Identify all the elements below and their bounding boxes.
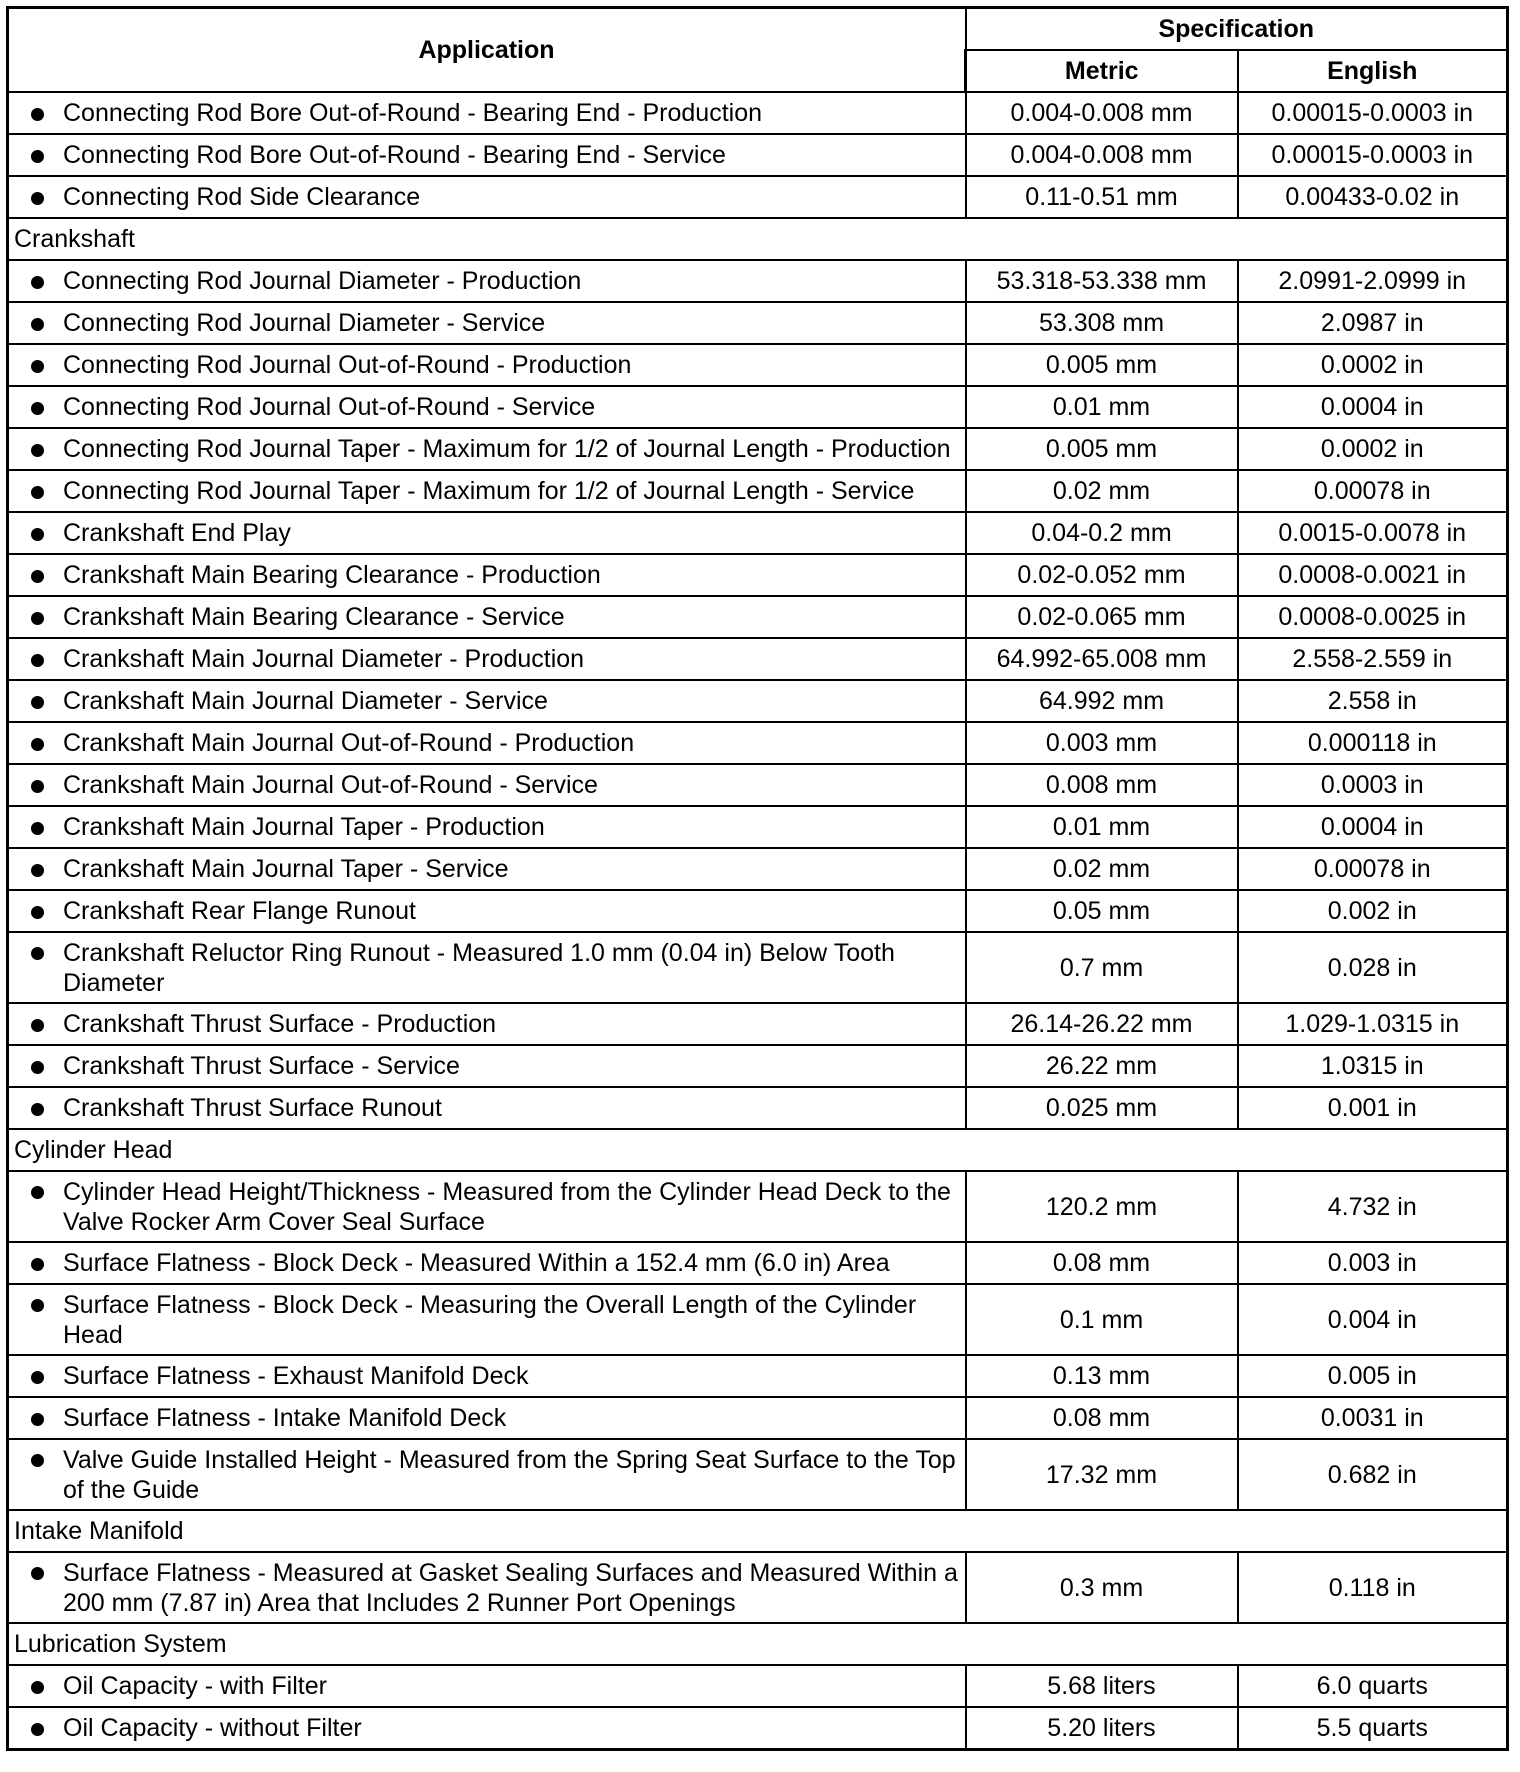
application-cell (8, 344, 966, 386)
metric-value: 0.04-0.2 mm (966, 512, 1238, 554)
english-value: 0.0008-0.0025 in (1238, 596, 1508, 638)
application-text: Connecting Rod Journal Taper - Maximum for 1/2 of Journal Length - Service (63, 477, 915, 505)
english-value: 2.0987 in (1238, 302, 1508, 344)
english-value: 0.004 in (1238, 1284, 1508, 1355)
bullet-icon (9, 434, 63, 464)
application-cell (8, 470, 966, 512)
bullet-icon (9, 686, 63, 716)
english-value: 0.0002 in (1238, 344, 1508, 386)
section-header-row (8, 218, 1508, 260)
table-row (8, 932, 1508, 1003)
metric-value: 26.14-26.22 mm (966, 1003, 1238, 1045)
table-row (8, 680, 1508, 722)
english-value: 5.5 quarts (1238, 1707, 1508, 1750)
metric-value: 0.1 mm (966, 1284, 1238, 1355)
english-value: 0.0002 in (1238, 428, 1508, 470)
metric-value: 0.025 mm (966, 1087, 1238, 1129)
section-header-row (8, 1623, 1508, 1665)
metric-value: 0.003 mm (966, 722, 1238, 764)
application-cell (8, 260, 966, 302)
english-value: 0.00433-0.02 in (1238, 176, 1508, 218)
metric-value: 26.22 mm (966, 1045, 1238, 1087)
english-value: 2.558-2.559 in (1238, 638, 1508, 680)
english-value: 0.0003 in (1238, 764, 1508, 806)
application-cell (8, 1087, 966, 1129)
english-column-header: English (1238, 50, 1508, 92)
metric-value: 0.01 mm (966, 386, 1238, 428)
table-row (8, 1552, 1508, 1623)
application-cell (8, 932, 966, 1003)
application-text: Surface Flatness - Measured at Gasket Sealing Surfaces and Measured Within a 200 mm (7.87 in) Area that Includes 2 Runner Port Openings (63, 1558, 958, 1617)
application-text: Crankshaft Main Journal Taper - Service (63, 855, 509, 883)
table-row (8, 1439, 1508, 1510)
application-cell (8, 680, 966, 722)
application-cell (8, 554, 966, 596)
english-value: 1.029-1.0315 in (1238, 1003, 1508, 1045)
bullet-icon (9, 98, 63, 128)
table-row (8, 134, 1508, 176)
application-cell (8, 596, 966, 638)
metric-value: 0.7 mm (966, 932, 1238, 1003)
english-value: 2.0991-2.0999 in (1238, 260, 1508, 302)
table-row (8, 764, 1508, 806)
application-cell (8, 134, 966, 176)
application-cell (8, 1397, 966, 1439)
bullet-icon (9, 1248, 63, 1278)
bullet-icon (9, 560, 63, 590)
metric-value: 17.32 mm (966, 1439, 1238, 1510)
bullet-icon (9, 308, 63, 338)
metric-value: 64.992 mm (966, 680, 1238, 722)
section-header-row (8, 1129, 1508, 1171)
table-row (8, 1171, 1508, 1242)
application-cell (8, 1284, 966, 1355)
bullet-icon (9, 602, 63, 632)
english-value: 0.118 in (1238, 1552, 1508, 1623)
bullet-icon (9, 1671, 63, 1701)
metric-value: 64.992-65.008 mm (966, 638, 1238, 680)
table-row (8, 1045, 1508, 1087)
bullet-icon (9, 1051, 63, 1081)
application-text: Crankshaft Thrust Surface - Production (63, 1010, 497, 1038)
table-row (8, 1397, 1508, 1439)
english-value: 0.0031 in (1238, 1397, 1508, 1439)
application-cell (8, 890, 966, 932)
bullet-icon (9, 518, 63, 548)
bullet-icon (9, 392, 63, 422)
application-text: Connecting Rod Journal Diameter - Service (63, 309, 546, 337)
application-cell (8, 1707, 966, 1750)
metric-value: 0.02 mm (966, 848, 1238, 890)
english-value: 0.002 in (1238, 890, 1508, 932)
english-value: 0.00015-0.0003 in (1238, 134, 1508, 176)
bullet-icon (9, 1713, 63, 1743)
bullet-icon (9, 938, 63, 968)
english-value: 0.005 in (1238, 1355, 1508, 1397)
application-text: Crankshaft Rear Flange Runout (63, 897, 416, 925)
english-value: 0.00015-0.0003 in (1238, 92, 1508, 134)
table-row (8, 260, 1508, 302)
application-cell (8, 176, 966, 218)
application-cell (8, 1242, 966, 1284)
specification-table (6, 6, 1509, 1751)
bullet-icon (9, 266, 63, 296)
application-text: Connecting Rod Bore Out-of-Round - Bearing End - Production (63, 99, 762, 127)
bullet-icon (9, 1177, 63, 1207)
english-value: 0.000118 in (1238, 722, 1508, 764)
application-text: Connecting Rod Journal Out-of-Round - Service (63, 393, 596, 421)
application-text: Surface Flatness - Intake Manifold Deck (63, 1404, 507, 1432)
application-cell (8, 428, 966, 470)
metric-value: 0.01 mm (966, 806, 1238, 848)
english-value: 0.0004 in (1238, 386, 1508, 428)
table-row (8, 554, 1508, 596)
table-row (8, 638, 1508, 680)
english-value: 6.0 quarts (1238, 1665, 1508, 1707)
application-text: Crankshaft Main Journal Out-of-Round - Production (63, 729, 635, 757)
application-text: Crankshaft Main Journal Taper - Production (63, 813, 545, 841)
english-value: 0.00078 in (1238, 470, 1508, 512)
application-text: Connecting Rod Journal Taper - Maximum for 1/2 of Journal Length - Production (63, 435, 951, 463)
bullet-icon (9, 770, 63, 800)
english-value: 4.732 in (1238, 1171, 1508, 1242)
application-cell (8, 386, 966, 428)
section-header-row (8, 1510, 1508, 1552)
section-title: Lubrication System (8, 1623, 1508, 1665)
table-row (8, 722, 1508, 764)
application-text: Oil Capacity - without Filter (63, 1714, 362, 1742)
table-row (8, 1003, 1508, 1045)
english-value: 0.003 in (1238, 1242, 1508, 1284)
application-cell (8, 302, 966, 344)
table-row (8, 806, 1508, 848)
metric-column-header: Metric (966, 50, 1238, 92)
table-row (8, 92, 1508, 134)
english-value: 0.0015-0.0078 in (1238, 512, 1508, 554)
bullet-icon (9, 476, 63, 506)
section-title: Cylinder Head (8, 1129, 1508, 1171)
metric-value: 120.2 mm (966, 1171, 1238, 1242)
table-row (8, 1087, 1508, 1129)
table-row (8, 1284, 1508, 1355)
english-value: 0.0004 in (1238, 806, 1508, 848)
metric-value: 0.08 mm (966, 1242, 1238, 1284)
application-cell (8, 1171, 966, 1242)
table-row (8, 1665, 1508, 1707)
table-row (8, 1707, 1508, 1750)
english-value: 0.00078 in (1238, 848, 1508, 890)
application-cell (8, 764, 966, 806)
table-row (8, 1242, 1508, 1284)
application-text: Crankshaft Thrust Surface Runout (63, 1094, 442, 1122)
table-row (8, 344, 1508, 386)
application-text: Connecting Rod Bore Out-of-Round - Bearing End - Service (63, 141, 726, 169)
section-title: Crankshaft (8, 218, 1508, 260)
application-text: Crankshaft Main Journal Diameter - Production (63, 645, 585, 673)
application-cell (8, 512, 966, 554)
bullet-icon (9, 1558, 63, 1588)
bullet-icon (9, 1403, 63, 1433)
application-text: Crankshaft Main Journal Diameter - Service (63, 687, 548, 715)
bullet-icon (9, 812, 63, 842)
application-text: Connecting Rod Side Clearance (63, 183, 421, 211)
table-row (8, 302, 1508, 344)
table-row (8, 176, 1508, 218)
application-cell (8, 806, 966, 848)
bullet-icon (9, 1009, 63, 1039)
metric-value: 0.004-0.008 mm (966, 134, 1238, 176)
metric-value: 0.004-0.008 mm (966, 92, 1238, 134)
bullet-icon (9, 1290, 63, 1320)
table-row (8, 470, 1508, 512)
english-value: 0.028 in (1238, 932, 1508, 1003)
metric-value: 0.11-0.51 mm (966, 176, 1238, 218)
application-text: Crankshaft Main Bearing Clearance - Production (63, 561, 601, 589)
table-row (8, 848, 1508, 890)
table-body (8, 92, 1508, 1750)
application-text: Surface Flatness - Block Deck - Measured Within a 152.4 mm (6.0 in) Area (63, 1249, 890, 1277)
application-cell (8, 1003, 966, 1045)
application-text: Surface Flatness - Block Deck - Measuring the Overall Length of the Cylinder Head (63, 1290, 917, 1349)
application-text: Crankshaft End Play (63, 519, 291, 547)
table-row (8, 386, 1508, 428)
table-row (8, 512, 1508, 554)
bullet-icon (9, 140, 63, 170)
application-column-header: Application (8, 8, 966, 93)
table-row (8, 596, 1508, 638)
application-text: Connecting Rod Journal Out-of-Round - Production (63, 351, 632, 379)
metric-value: 0.08 mm (966, 1397, 1238, 1439)
application-text: Surface Flatness - Exhaust Manifold Deck (63, 1362, 529, 1390)
bullet-icon (9, 182, 63, 212)
metric-value: 0.008 mm (966, 764, 1238, 806)
bullet-icon (9, 1093, 63, 1123)
application-cell (8, 1045, 966, 1087)
application-text: Crankshaft Main Bearing Clearance - Service (63, 603, 565, 631)
application-cell (8, 722, 966, 764)
metric-value: 0.005 mm (966, 428, 1238, 470)
english-value: 0.0008-0.0021 in (1238, 554, 1508, 596)
metric-value: 5.20 liters (966, 1707, 1238, 1750)
application-cell (8, 1552, 966, 1623)
bullet-icon (9, 728, 63, 758)
section-title: Intake Manifold (8, 1510, 1508, 1552)
metric-value: 0.3 mm (966, 1552, 1238, 1623)
metric-value: 0.13 mm (966, 1355, 1238, 1397)
english-value: 2.558 in (1238, 680, 1508, 722)
application-text: Cylinder Head Height/Thickness - Measured from the Cylinder Head Deck to the Valve Rocker Arm Cover Seal Surface (63, 1177, 951, 1236)
metric-value: 0.02-0.065 mm (966, 596, 1238, 638)
metric-value: 0.02 mm (966, 470, 1238, 512)
table-row (8, 428, 1508, 470)
bullet-icon (9, 350, 63, 380)
bullet-icon (9, 896, 63, 926)
table-row (8, 890, 1508, 932)
specification-column-header: Specification (966, 8, 1508, 51)
application-cell (8, 638, 966, 680)
application-cell (8, 1439, 966, 1510)
application-text: Crankshaft Thrust Surface - Service (63, 1052, 460, 1080)
metric-value: 5.68 liters (966, 1665, 1238, 1707)
spec-sheet (6, 6, 1506, 1751)
application-cell (8, 92, 966, 134)
application-text: Valve Guide Installed Height - Measured from the Spring Seat Surface to the Top of the Guide (63, 1445, 956, 1504)
bullet-icon (9, 1361, 63, 1391)
application-text: Connecting Rod Journal Diameter - Production (63, 267, 582, 295)
metric-value: 0.005 mm (966, 344, 1238, 386)
table-header (8, 8, 1508, 93)
english-value: 1.0315 in (1238, 1045, 1508, 1087)
metric-value: 53.308 mm (966, 302, 1238, 344)
metric-value: 0.05 mm (966, 890, 1238, 932)
bullet-icon (9, 644, 63, 674)
application-cell (8, 1665, 966, 1707)
english-value: 0.001 in (1238, 1087, 1508, 1129)
english-value: 0.682 in (1238, 1439, 1508, 1510)
bullet-icon (9, 1445, 63, 1475)
table-row (8, 1355, 1508, 1397)
application-cell (8, 1355, 966, 1397)
metric-value: 0.02-0.052 mm (966, 554, 1238, 596)
bullet-icon (9, 854, 63, 884)
application-text: Oil Capacity - with Filter (63, 1672, 327, 1700)
application-cell (8, 848, 966, 890)
metric-value: 53.318-53.338 mm (966, 260, 1238, 302)
application-text: Crankshaft Reluctor Ring Runout - Measured 1.0 mm (0.04 in) Below Tooth Diameter (63, 938, 895, 997)
application-text: Crankshaft Main Journal Out-of-Round - Service (63, 771, 598, 799)
